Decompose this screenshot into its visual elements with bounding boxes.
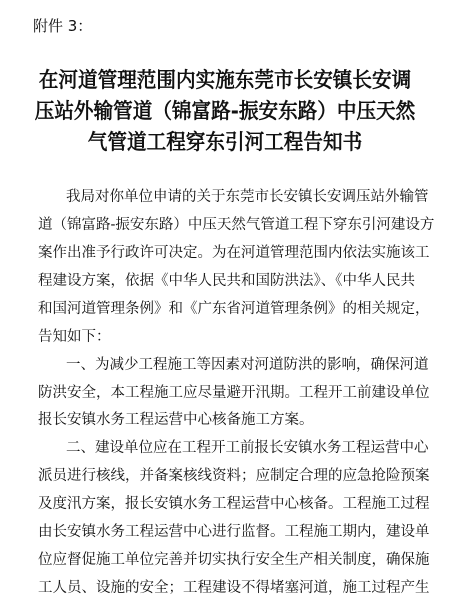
body-line	[0, 187, 450, 207]
body-line	[0, 299, 450, 319]
body-text: 报长安镇水务工程运营中心核备施工方案。	[38, 412, 314, 428]
body-text: 和国河道管理条例》和《广东省河道管理条例》的相关规定，	[38, 301, 430, 317]
body-line	[0, 410, 450, 430]
document-title-line-2: 压站外输管道（锦富路-振安东路）中压天然	[34, 99, 416, 123]
document-title-line-3: 气管道工程穿东引河工程告知书	[87, 130, 363, 154]
body-text: 工人员、设施的安全；工程建设不得堵塞河道，施工过程产生	[38, 580, 430, 596]
document-title-line-1: 在河道管理范围内实施东莞市长安镇长安调	[38, 68, 412, 92]
body-text: 防洪安全，本工程施工应尽量避开汛期。工程开工前建设单位	[38, 385, 430, 401]
body-line	[0, 243, 450, 263]
body-line	[0, 271, 450, 291]
body-line	[0, 383, 450, 403]
body-line	[0, 355, 450, 375]
body-line	[0, 494, 450, 514]
body-line	[0, 578, 450, 598]
body-line	[0, 438, 450, 458]
body-text: 道（锦富路-振安东路）中压天然气管道工程下穿东引河建设方	[38, 217, 435, 233]
body-line	[0, 550, 450, 570]
body-text: 我局对你单位申请的关于东莞市长安镇长安调压站外输管	[66, 189, 429, 205]
body-text: 案作出准予行政许可决定。为在河道管理范围内依法实施该工	[38, 245, 430, 261]
body-text: 位应督促施工单位完善并切实执行安全生产相关制度，确保施	[38, 552, 430, 568]
body-text: 告知如下：	[38, 329, 111, 345]
body-text: 派员进行核线，并备案核线资料；应制定合理的应急抢险预案	[38, 468, 430, 484]
body-text: 程建设方案，依据《中华人民共和国防洪法》、《中华人民共	[38, 273, 415, 289]
attachment-label: 附件 3：	[33, 17, 93, 35]
body-text: 一、为减少工程施工等因素对河道防洪的影响，确保河道	[66, 357, 429, 373]
body-text: 及度汛方案，报长安镇水务工程运营中心核备。工程施工过程	[38, 496, 430, 512]
body-text: 由长安镇水务工程运营中心进行监督。工程施工期内，建设单	[38, 524, 430, 540]
body-line	[0, 215, 450, 235]
body-text: 二、建设单位应在工程开工前报长安镇水务工程运营中心	[66, 440, 429, 456]
body-line	[0, 522, 450, 542]
body-line	[0, 466, 450, 486]
body-line	[0, 327, 450, 347]
